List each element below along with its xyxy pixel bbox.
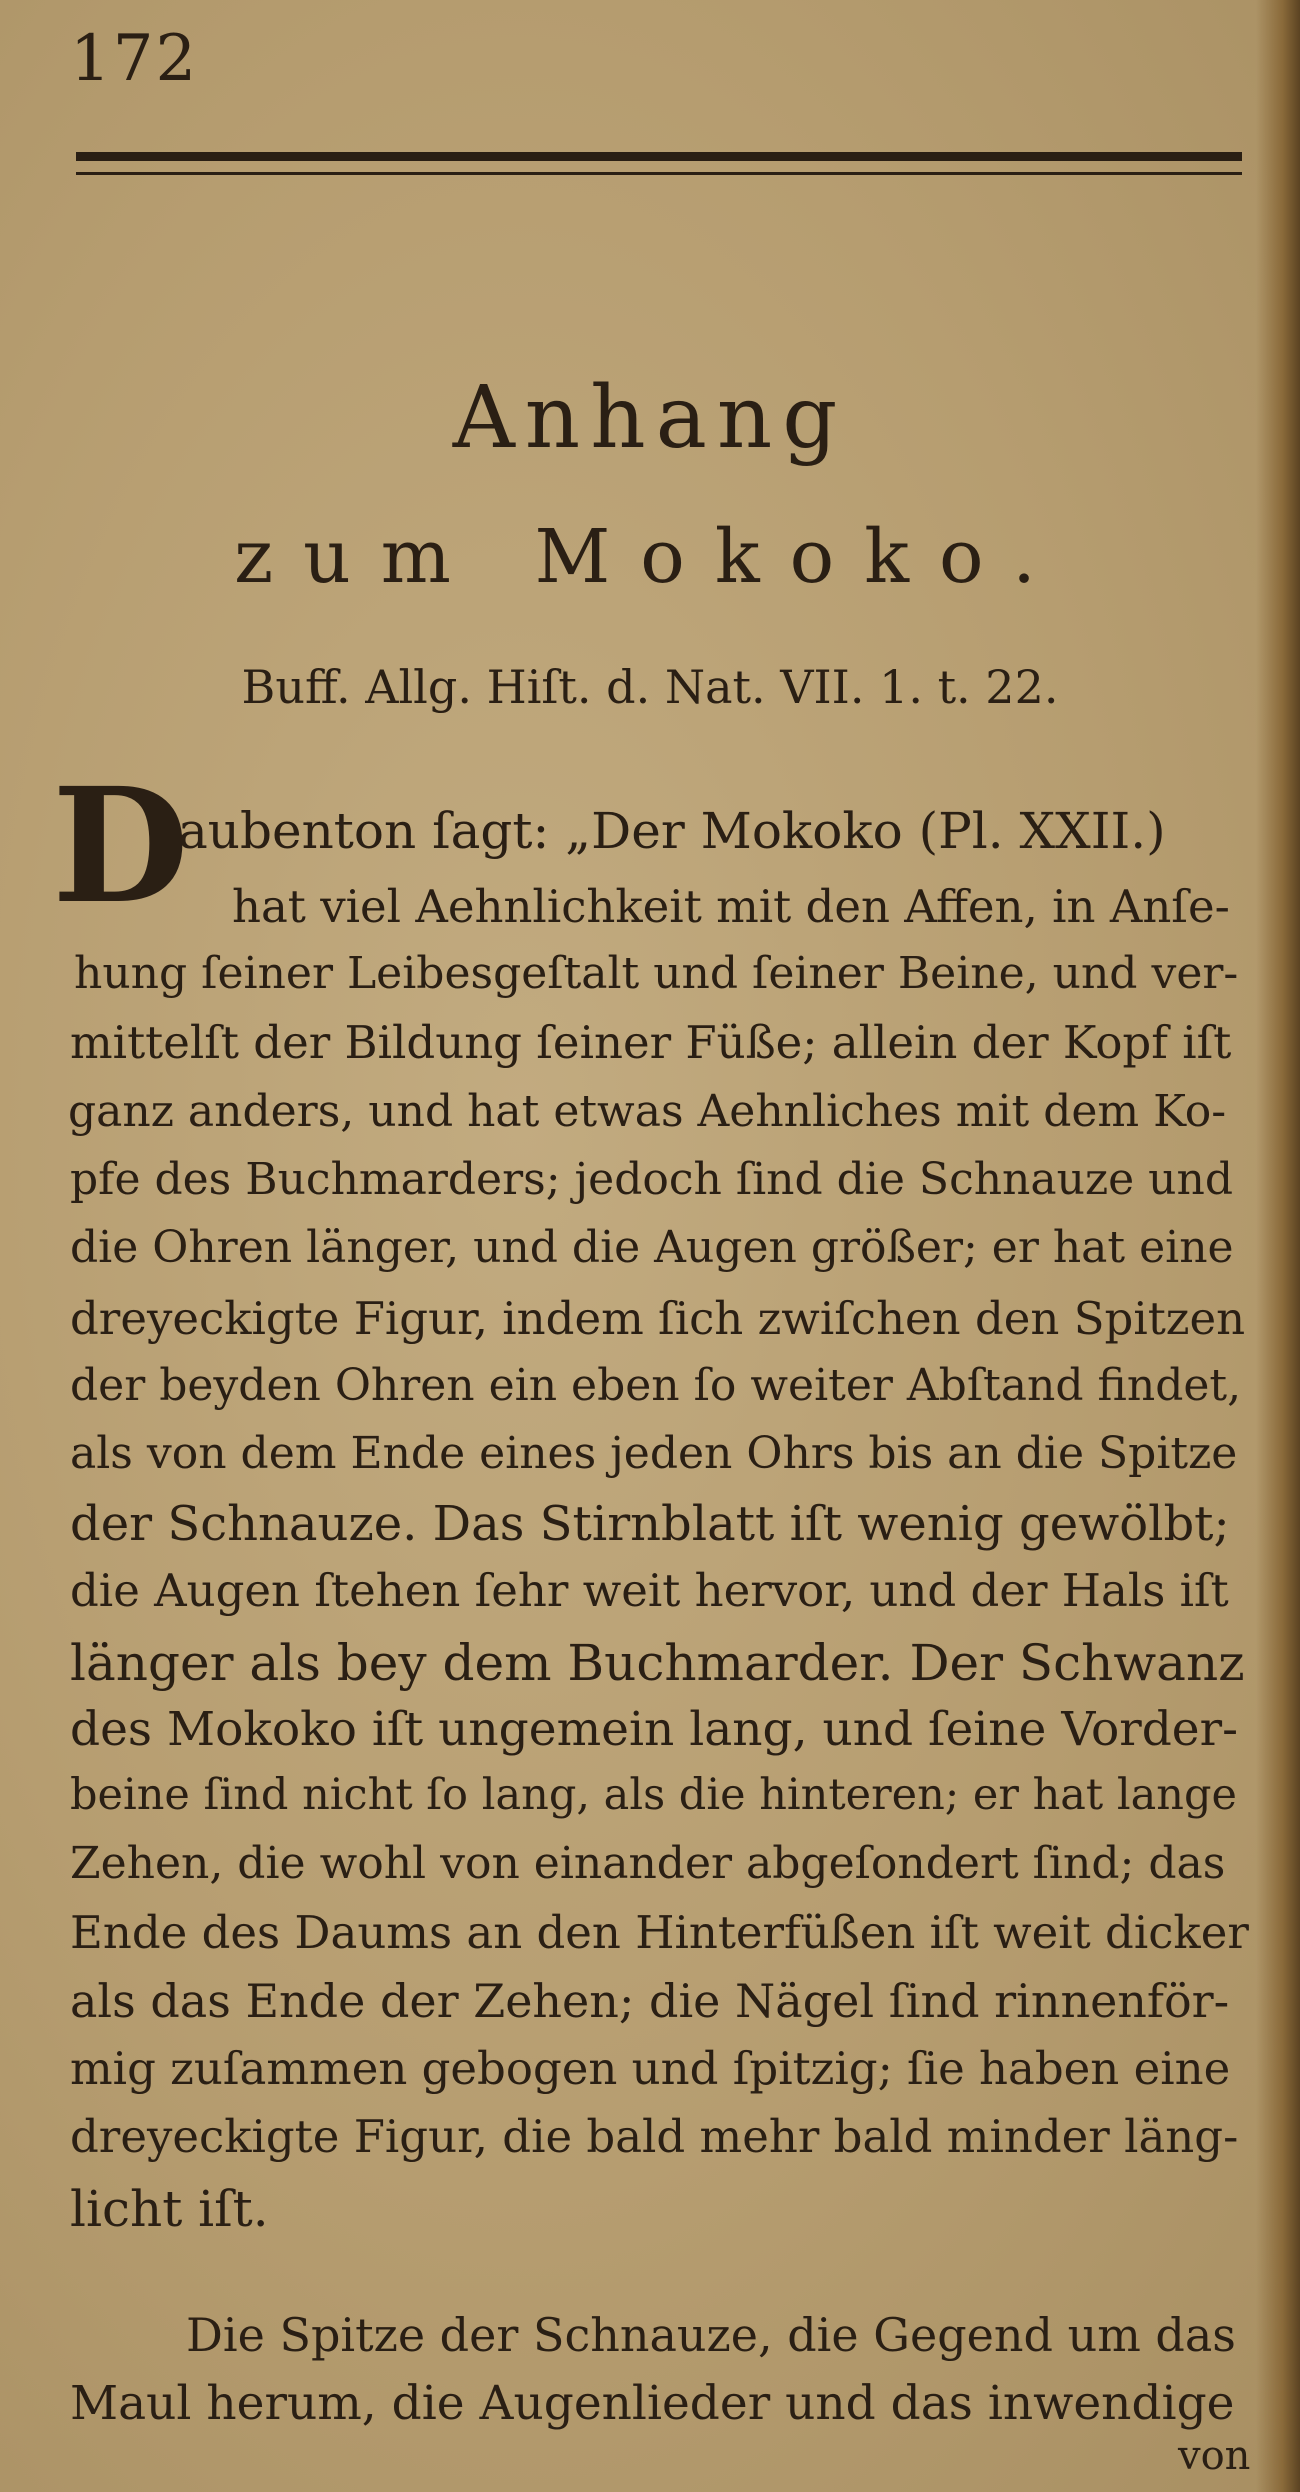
- text-line: der beyden Ohren ein eben ſo weiter Abſtand findet,: [70, 1360, 1242, 1411]
- text-line: länger als bey dem Buchmarder. Der Schwanz: [70, 1634, 1245, 1692]
- text-line: beine ſind nicht ſo lang, als die hinteren; er hat lange: [70, 1770, 1237, 1820]
- text-line: der Schnauze. Das Stirnblatt iſt wenig gewölbt;: [70, 1496, 1230, 1552]
- text-line: licht iſt.: [70, 2180, 269, 2238]
- text-line: Die Spitze der Schnauze, die Gegend um das: [186, 2308, 1236, 2362]
- text-line: die Ohren länger, und die Augen größer; er hat eine: [70, 1222, 1234, 1273]
- source-reference: Buff. Allg. Hiſt. d. Nat. VII. 1. t. 22.: [241, 660, 1059, 714]
- text-line: des Mokoko iſt ungemein lang, und ſeine Vorder-: [70, 1702, 1238, 1757]
- text-line: dreyeckigte Figur, die bald mehr bald minder läng-: [70, 2110, 1239, 2163]
- text-line: als von dem Ende eines jeden Ohrs bis an die Spitze: [70, 1428, 1238, 1479]
- text-line: pfe des Buchmarders; jedoch ſind die Schnauze und: [70, 1154, 1234, 1205]
- text-line: Zehen, die wohl von einander abgeſondert ſind; das: [70, 1838, 1226, 1889]
- drop-cap: D: [52, 754, 190, 939]
- chapter-title: Anhang: [452, 368, 848, 468]
- text-line: Maul herum, die Augenlieder und das inwendige: [70, 2376, 1235, 2431]
- text-line: mittelſt der Bildung ſeiner Füße; allein der Kopf iſt: [70, 1016, 1232, 1069]
- catchword: von: [1178, 2433, 1251, 2479]
- header-rule-thick: [76, 152, 1242, 161]
- header-rule-thin: [76, 172, 1242, 175]
- page-number: 172: [70, 22, 199, 96]
- text-line: hat viel Aehnlichkeit mit den Affen, in Anſe-: [232, 880, 1230, 933]
- text-line: dreyeckigte Figur, indem ſich zwiſchen den Spitzen: [70, 1292, 1246, 1345]
- text-line: hung ſeiner Leibesgeſtalt und ſeiner Beine, und ver-: [74, 948, 1239, 999]
- text-line: Ende des Daums an den Hinterfüßen iſt weit dicker: [70, 1906, 1249, 1959]
- text-line: mig zuſammen gebogen und ſpitzig; ſie haben eine: [70, 2042, 1231, 2095]
- text-line: die Augen ſtehen ſehr weit hervor, und der Hals iſt: [70, 1564, 1229, 1617]
- chapter-subtitle: zum Mokoko.: [234, 514, 1066, 600]
- text-line: aubenton ſagt: „Der Mokoko (Pl. XXII.): [178, 802, 1166, 860]
- text-line: ganz anders, und hat etwas Aehnliches mit dem Ko-: [68, 1086, 1227, 1137]
- text-line: als das Ende der Zehen; die Nägel ſind rinnenför-: [70, 1974, 1230, 2028]
